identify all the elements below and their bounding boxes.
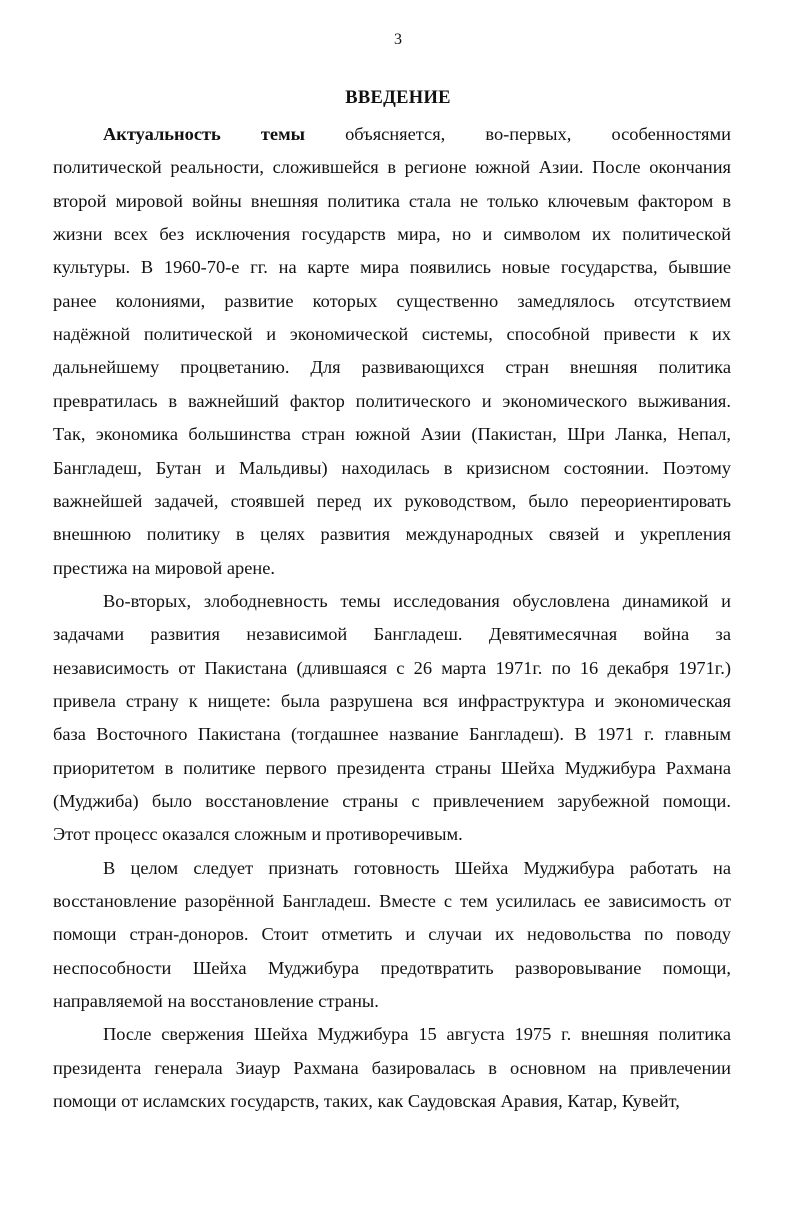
text-line: (Муджиба) было восстановление страны с привлечением зарубежной помощи. <box>53 791 731 811</box>
text-line: восстановление разорённой Бангладеш. Вместе с тем усилилась ее зависимость от <box>53 891 731 912</box>
text-line: Так, экономика большинства стран южной Азии (Пакистан, Шри Ланка, Непал, <box>53 424 731 445</box>
text-line: дальнейшему процветанию. Для развивающихся стран внешняя политика <box>53 357 731 378</box>
text-line: база Восточного Пакистана (тогдашнее название Бангладеш). В 1971 г. главным <box>53 724 731 745</box>
text-line: второй мировой войны внешняя политика стала не только ключевым фактором в <box>53 190 731 211</box>
text-line: президента генерала Зиаур Рахмана базировалась в основном на привлечении <box>53 1057 731 1078</box>
text-line: жизни всех без исключения государств мира, но и символом их политической <box>53 224 731 245</box>
text-line: помощи стран-доноров. Стоит отметить и случаи их недовольства по поводу <box>53 924 731 945</box>
text-line: помощи от исламских государств, таких, как Саудовская Аравия, Катар, Кувейт, <box>53 1091 680 1112</box>
text-line: превратилась в важнейший фактор политического и экономического выживания. <box>53 390 731 411</box>
text-line: независимость от Пакистана (длившаяся с 26 марта 1971г. по 16 декабря 1971г.) <box>53 657 731 678</box>
text-line: Бангладеш, Бутан и Мальдивы) находилась в кризисном состоянии. Поэтому <box>53 457 731 478</box>
text-line: политической реальности, сложившейся в регионе южной Азии. После окончания <box>53 157 731 178</box>
text-line: ранее колониями, развитие которых существенно замедлялось отсутствием <box>53 290 731 311</box>
text-line: Этот процесс оказался сложным и противоречивым. <box>53 824 463 845</box>
text-line: направляемой на восстановление страны. <box>53 991 379 1012</box>
lead-bold-phrase: Актуальность темы <box>103 124 305 144</box>
text-line: внешнюю политику в целях развития международных связей и укрепления <box>53 524 731 545</box>
text-line: неспособности Шейха Муджибура предотвратить разворовывание помощи, <box>53 957 731 978</box>
text-line: Во-вторых, злободневность темы исследования обусловлена динамикой и <box>103 590 731 611</box>
page-number: 3 <box>394 31 402 48</box>
text-line: надёжной политической и экономической системы, способной привести к их <box>53 324 731 345</box>
text-line: После свержения Шейха Муджибура 15 августа 1975 г. внешняя политика <box>103 1024 731 1045</box>
text-line: важнейшей задачей, стоявшей перед их руководством, было переориентировать <box>53 490 731 511</box>
text-line: престижа на мировой арене. <box>53 557 275 578</box>
text-line: В целом следует признать готовность Шейха Муджибура работать на <box>103 857 731 878</box>
text-line: привела страну к нищете: была разрушена вся инфраструктура и экономическая <box>53 690 731 711</box>
text-line: приоритетом в политике первого президента страны Шейха Муджибура Рахмана <box>53 757 731 778</box>
text-line: культуры. В 1960-70-е гг. на карте мира появились новые государства, бывшие <box>53 257 731 278</box>
text-line: Актуальность темы объясняется, во-первых, особенностями <box>103 124 731 144</box>
text-line: задачами развития независимой Бангладеш. Девятимесячная война за <box>53 624 731 645</box>
section-heading: ВВЕДЕНИЕ <box>345 88 451 108</box>
